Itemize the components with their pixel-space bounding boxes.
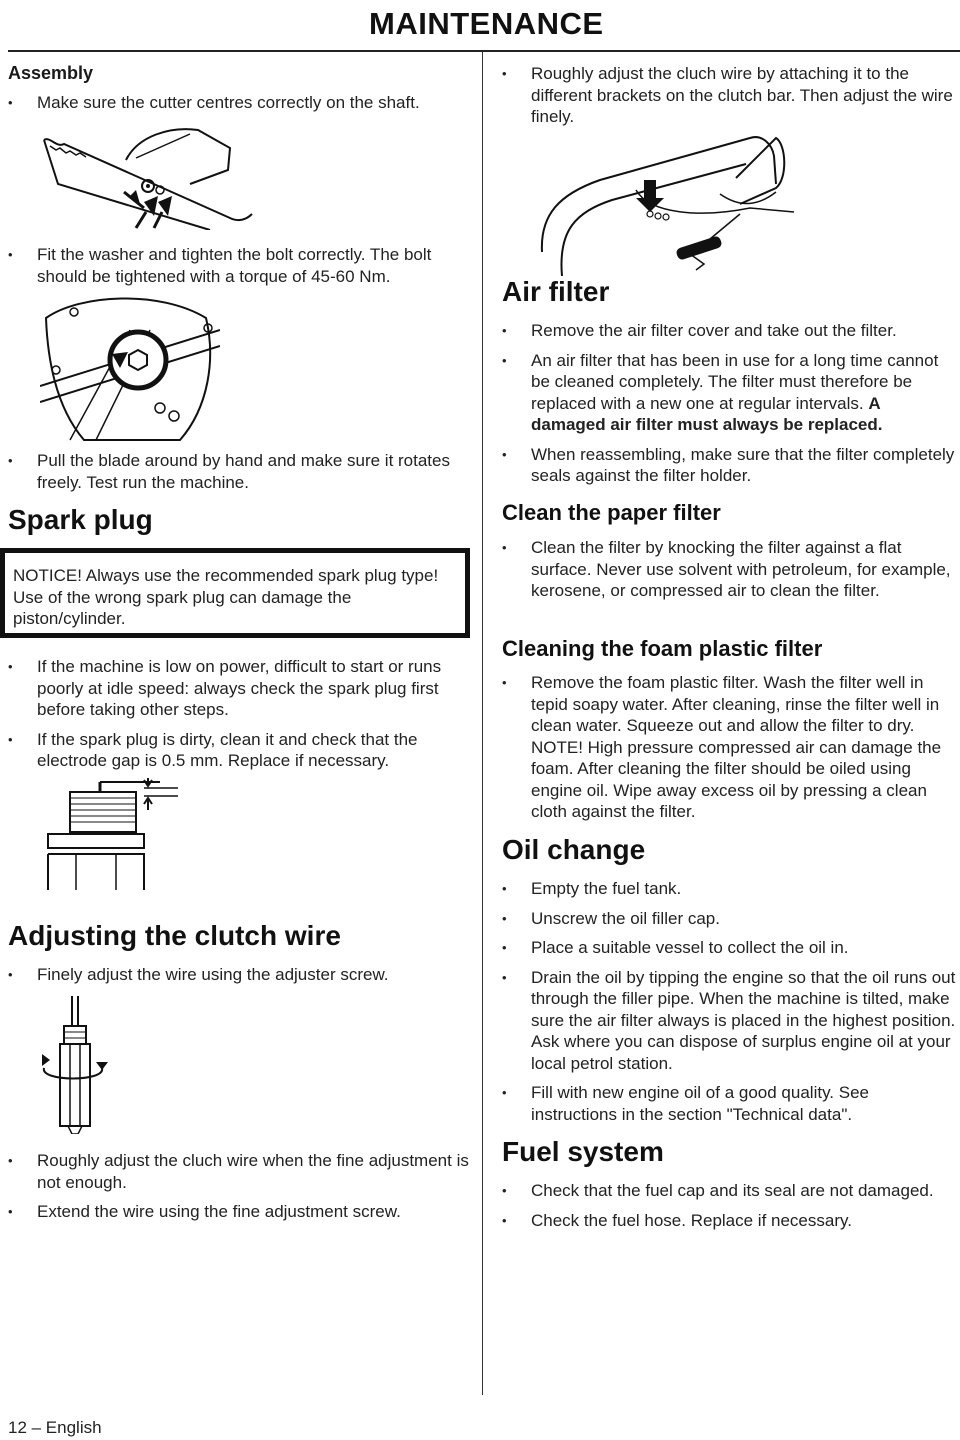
clutch-bar-list <box>502 63 958 136</box>
bolt-torque-illustration <box>40 290 220 442</box>
adjuster-screw-illustration <box>40 996 110 1134</box>
list-item: • Roughly adjust the cluch wire when the fine adjustment is not enough. <box>8 1150 474 1193</box>
clutch-list-1 <box>8 964 474 994</box>
fuel-system-heading: Fuel system <box>502 1136 664 1167</box>
column-divider <box>482 52 483 1395</box>
list-item: • Place a suitable vessel to collect the oil in. <box>502 937 958 959</box>
oil-change-heading: Oil change <box>502 834 646 865</box>
notice-text: NOTICE! Always use the recommended spark plug type! Use of the wrong spark plug can damage the piston/cylinder. <box>13 566 439 628</box>
air-filter-warning: A damaged air filter must always be replaced. <box>531 393 883 434</box>
list-item: • Roughly adjust the cluch wire by attaching it to the different brackets on the clutch bar. Then adjust the wire finely. <box>502 63 958 128</box>
assembly-list-3 <box>8 450 474 501</box>
clutch-wire-heading: Adjusting the clutch wire <box>8 920 341 951</box>
list-item: • If the machine is low on power, difficult to start or runs poorly at idle speed: always check the spark plug first before taking other steps. <box>8 656 474 721</box>
list-item: • Remove the foam plastic filter. Wash the filter well in tepid soapy water. After cleaning, rinse the filter well in clean water. Squeeze out and allow the filter to dry. NOTE! High pressure compressed air can damage the foam. After cleaning the filter should be oiled using engine oil. Wipe away excess oil by pressing a clean cloth against the filter. <box>502 672 958 823</box>
clutch-list-2 <box>8 1150 474 1231</box>
list-item: • Finely adjust the wire using the adjuster screw. <box>8 964 474 986</box>
list-item: • Check that the fuel cap and its seal are not damaged. <box>502 1180 958 1202</box>
clutch-bar-illustration <box>540 134 796 276</box>
paper-filter-heading: Clean the paper filter <box>502 500 721 525</box>
list-item: • Check the fuel hose. Replace if necessary. <box>502 1210 958 1232</box>
oil-change-list <box>502 878 958 1133</box>
paper-filter-list <box>502 537 958 610</box>
list-item <box>502 350 958 436</box>
foam-filter-list <box>502 672 958 831</box>
list-item: • Empty the fuel tank. <box>502 878 958 900</box>
list-item: • Fill with new engine oil of a good quality. See instructions in the section "Technical data". <box>502 1082 958 1125</box>
list-item: • Make sure the cutter centres correctly on the shaft. <box>8 92 474 114</box>
list-item: • Extend the wire using the fine adjustment screw. <box>8 1201 474 1223</box>
assembly-heading: Assembly <box>8 63 94 83</box>
list-item: • When reassembling, make sure that the filter completely seals against the filter holder. <box>502 444 958 487</box>
spark-plug-illustration <box>40 778 190 890</box>
page-title: MAINTENANCE <box>369 6 604 41</box>
fuel-system-list <box>502 1180 958 1239</box>
list-item: • Clean the filter by knocking the filter against a flat surface. Never use solvent with petroleum, for example, kerosene, or compressed air to clean the filter. <box>502 537 958 602</box>
list-item: • If the spark plug is dirty, clean it and check that the electrode gap is 0.5 mm. Replace if necessary. <box>8 729 474 772</box>
spark-plug-list <box>8 656 474 780</box>
list-item: • Fit the washer and tighten the bolt correctly. The bolt should be tightened with a torque of 45-60 Nm. <box>8 244 474 287</box>
list-item: • Unscrew the oil filler cap. <box>502 908 958 930</box>
spark-plug-heading: Spark plug <box>8 504 153 535</box>
list-item: • Drain the oil by tipping the engine so that the oil runs out through the filler pipe. When the machine is tilted, make sure the air filter always is placed in the highest position. Ask where you can dispose of surplus engine oil at your local petrol station. <box>502 967 958 1075</box>
title-rule <box>8 50 960 52</box>
blade-illustration <box>40 126 254 230</box>
air-filter-list <box>502 320 958 495</box>
list-item: • Remove the air filter cover and take out the filter. <box>502 320 958 342</box>
air-filter-heading: Air filter <box>502 276 610 307</box>
foam-filter-heading: Cleaning the foam plastic filter <box>502 636 823 661</box>
assembly-list-1 <box>8 92 474 122</box>
assembly-list-2 <box>8 244 474 295</box>
list-item: • Pull the blade around by hand and make sure it rotates freely. Test run the machine. <box>8 450 474 493</box>
air-filter-text: An air filter that has been in use for a long time cannot be cleaned completely. The filter must therefore be replaced with a new one at regular intervals. <box>531 350 939 413</box>
notice-box <box>0 548 470 638</box>
page-footer: 12 – English <box>8 1418 102 1437</box>
